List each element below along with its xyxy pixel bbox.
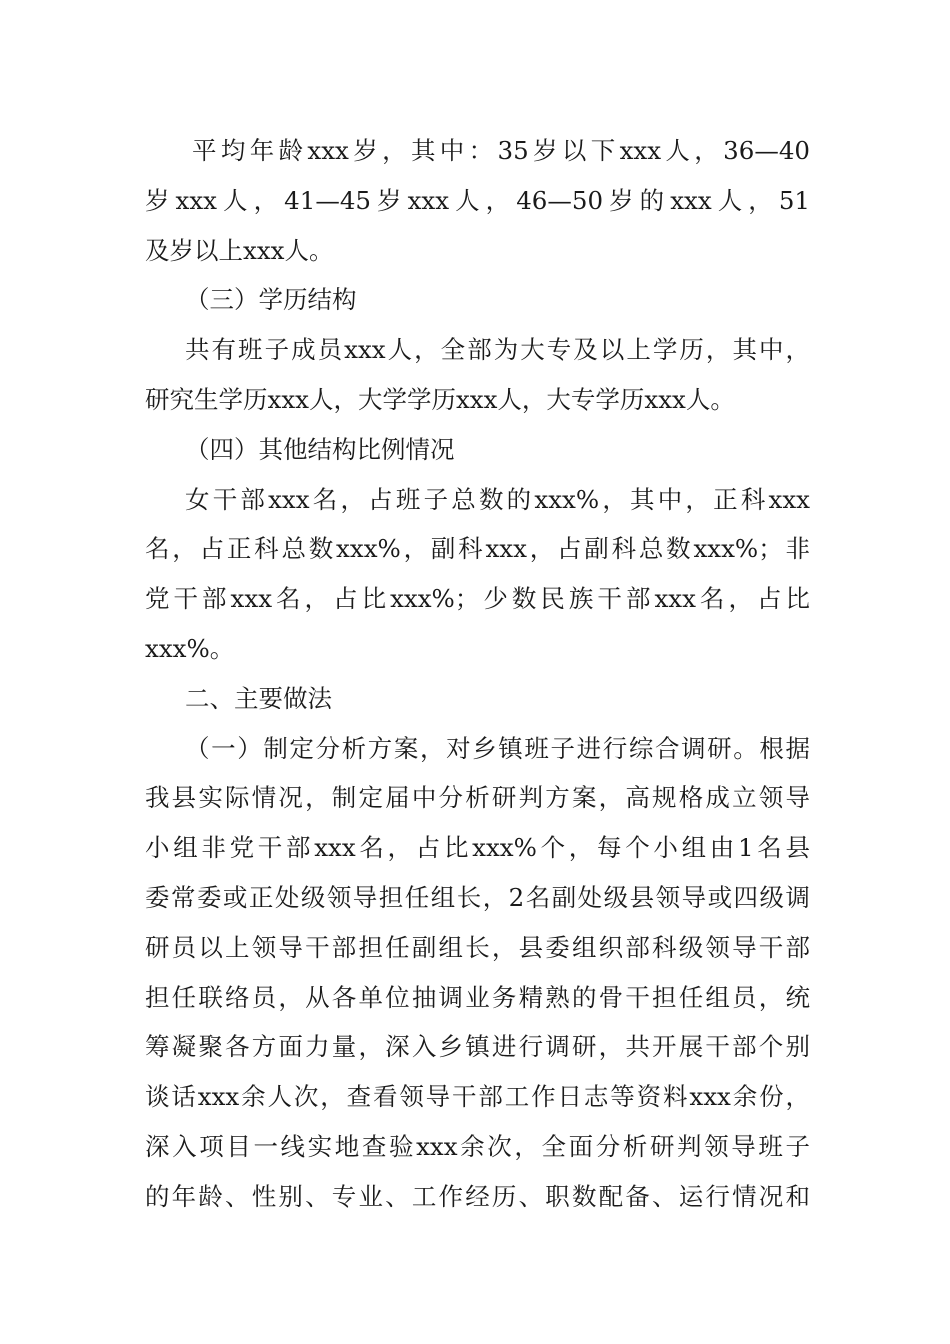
paragraph-line: 担任联络员，从各单位抽调业务精熟的骨干担任组员，统 bbox=[145, 982, 810, 1012]
paragraph-line: 小组非党干部xxx名，占比xxx%个，每个小组由1名县 bbox=[145, 833, 810, 863]
paragraph-line: xxx%。 bbox=[145, 633, 235, 663]
paragraph-line: 平均年龄xxx岁，其中：35岁以下xxx人，36—40 bbox=[192, 136, 810, 165]
paragraph-line: 共有班子成员xxx人，全部为大专及以上学历，其中， bbox=[185, 335, 810, 365]
paragraph-line: 的年龄、性别、专业、工作经历、职数配备、运行情况和 bbox=[145, 1181, 810, 1211]
paragraph-line: 研究生学历xxx人，大学学历xxx人，大专学历xxx人。 bbox=[145, 384, 735, 414]
paragraph-line: 研员以上领导干部担任副组长，县委组织部科级领导干部 bbox=[145, 932, 810, 962]
paragraph-line: 党干部xxx名，占比xxx%；少数民族干部xxx名，占比 bbox=[145, 584, 810, 614]
paragraph-line: （一）制定分析方案，对乡镇班子进行综合调研。根据 bbox=[185, 733, 810, 763]
paragraph-line: 委常委或正处级领导担任组长，2名副处级县领导或四级调 bbox=[145, 882, 810, 912]
paragraph-line: 岁xxx人，41—45岁xxx人，46—50岁的xxx人，51 bbox=[145, 185, 810, 215]
paragraph-line: 名，占正科总数xxx%，副科xxx，占副科总数xxx%；非 bbox=[145, 534, 810, 564]
paragraph-line: 筹凝聚各方面力量，深入乡镇进行调研，共开展干部个别 bbox=[145, 1032, 810, 1062]
paragraph-line: 女干部xxx名，占班子总数的xxx%，其中，正科xxx bbox=[185, 484, 810, 514]
paragraph-line: 我县实际情况，制定届中分析研判方案，高规格成立领导 bbox=[145, 783, 810, 813]
section-heading: （四）其他结构比例情况 bbox=[185, 434, 455, 464]
section-heading: （三）学历结构 bbox=[185, 285, 357, 315]
paragraph-line: 深入项目一线实地查验xxx余次，全面分析研判领导班子 bbox=[145, 1131, 810, 1161]
document-body bbox=[145, 126, 810, 1222]
section-heading: 二、主要做法 bbox=[185, 683, 332, 713]
paragraph-line: 谈话xxx余人次，查看领导干部工作日志等资料xxx余份， bbox=[145, 1082, 810, 1112]
paragraph-line: 及岁以上xxx人。 bbox=[145, 235, 334, 265]
